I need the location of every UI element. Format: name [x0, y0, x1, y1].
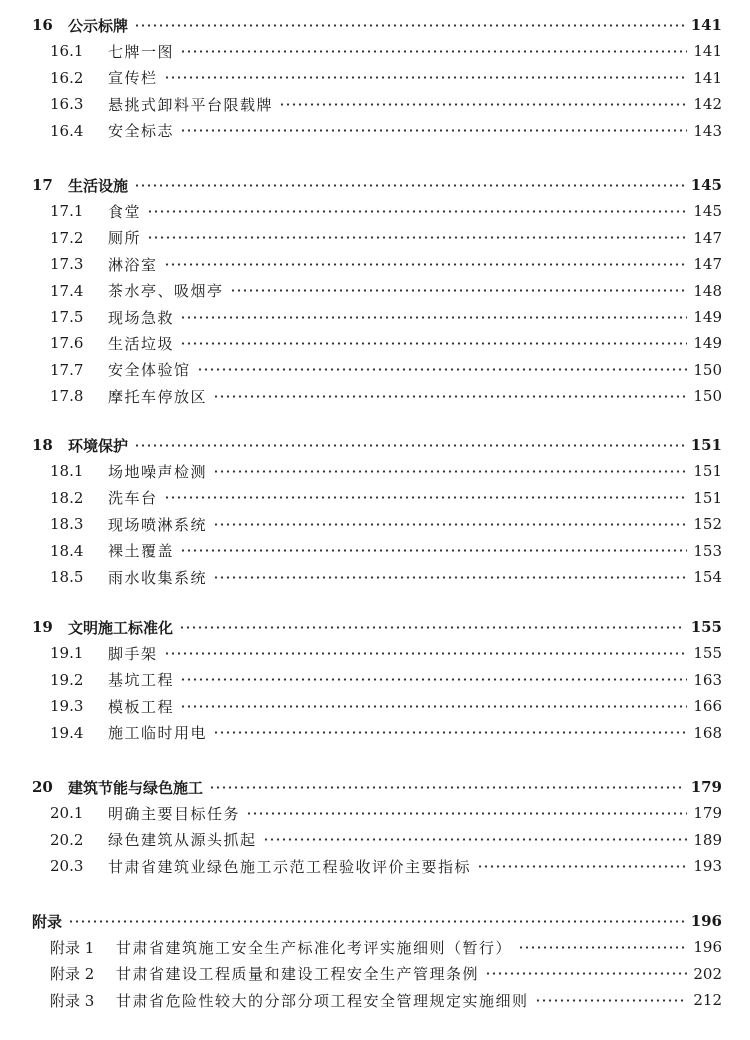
subsection-title: 茶水亭、吸烟亭 — [108, 282, 224, 301]
subsection-title: 甘肃省建筑施工安全生产标准化考评实施细则（暂行） — [116, 938, 513, 957]
subsection-page-number: 155 — [693, 644, 722, 663]
subsection-number: 16.1 — [50, 42, 84, 61]
chapter-title: 建筑节能与绿色施工 — [68, 778, 204, 797]
subsection-page-number: 151 — [693, 462, 722, 481]
subsection-title: 现场喷淋系统 — [108, 515, 208, 534]
subsection-number: 附录 3 — [50, 991, 95, 1010]
subsection-title: 绿色建筑从源头抓起 — [108, 831, 257, 850]
subsection-title: 裸土覆盖 — [108, 542, 175, 561]
toc-subsection-entry[interactable] — [50, 693, 722, 719]
dot-leader — [213, 731, 687, 734]
subsection-number: 附录 1 — [50, 938, 95, 957]
subsection-title: 明确主要目标任务 — [108, 804, 241, 823]
toc-subsection-entry[interactable] — [50, 853, 722, 879]
toc-subsection-entry[interactable] — [50, 38, 722, 64]
subsection-number: 19.3 — [50, 697, 84, 716]
subsection-number: 17.6 — [50, 334, 84, 353]
subsection-title: 摩托车停放区 — [108, 387, 208, 406]
toc-chapter-entry[interactable] — [32, 908, 722, 934]
subsection-number: 17.2 — [50, 228, 84, 247]
subsection-number: 20.3 — [50, 857, 84, 876]
toc-chapter-entry[interactable] — [32, 172, 722, 198]
subsection-page-number: 189 — [693, 830, 722, 849]
dot-leader — [164, 496, 688, 499]
subsection-number: 17.1 — [50, 202, 84, 221]
subsection-title: 甘肃省建设工程质量和建设工程安全生产管理条例 — [116, 965, 480, 984]
toc-subsection-entry[interactable] — [50, 91, 722, 117]
subsection-page-number: 179 — [693, 804, 722, 823]
chapter-number: 18 — [32, 436, 53, 454]
toc-subsection-entry[interactable] — [50, 383, 722, 409]
subsection-title: 生活垃圾 — [108, 334, 175, 353]
subsection-number: 16.4 — [50, 121, 84, 140]
chapter-page-number: 196 — [690, 912, 722, 930]
dot-leader — [263, 838, 688, 841]
dot-leader — [164, 76, 688, 79]
subsection-number: 20.1 — [50, 804, 84, 823]
subsection-number: 19.2 — [50, 670, 84, 689]
chapter-page-number: 145 — [690, 176, 722, 194]
toc-chapter-entry[interactable] — [32, 12, 722, 38]
dot-leader — [230, 289, 688, 292]
subsection-title: 厕所 — [108, 229, 142, 248]
subsection-number: 19.4 — [50, 723, 84, 742]
chapter-number: 19 — [32, 618, 53, 636]
subsection-number: 17.7 — [50, 360, 84, 379]
subsection-number: 18.1 — [50, 462, 84, 481]
subsection-number: 18.4 — [50, 541, 84, 560]
subsection-page-number: 154 — [693, 568, 722, 586]
dot-leader — [134, 24, 685, 27]
dot-leader — [535, 999, 688, 1002]
subsection-title: 现场急救 — [108, 308, 175, 327]
toc-subsection-entry[interactable] — [50, 118, 722, 144]
subsection-number: 17.5 — [50, 308, 84, 326]
subsection-number: 19.1 — [50, 644, 84, 663]
subsection-title: 场地噪声检测 — [108, 462, 208, 481]
subsection-title: 宣传栏 — [108, 69, 158, 88]
toc-subsection-entry[interactable] — [50, 65, 722, 91]
chapter-title: 附录 — [32, 912, 63, 931]
subsection-number: 17.3 — [50, 255, 84, 274]
subsection-page-number: 147 — [693, 228, 722, 247]
chapter-number: 17 — [32, 176, 53, 194]
subsection-number: 17.4 — [50, 281, 84, 300]
toc-subsection-entry[interactable] — [50, 485, 722, 511]
dot-leader — [180, 342, 687, 345]
dot-leader — [164, 263, 688, 266]
subsection-number: 18.3 — [50, 515, 84, 534]
subsection-title: 模板工程 — [108, 697, 175, 716]
toc-chapter-entry[interactable] — [32, 432, 722, 458]
chapter-page-number: 155 — [690, 618, 722, 636]
subsection-page-number: 153 — [693, 541, 722, 560]
toc-subsection-entry[interactable] — [50, 458, 722, 484]
subsection-number: 16.2 — [50, 68, 84, 87]
dot-leader — [246, 812, 687, 815]
subsection-page-number: 141 — [693, 68, 722, 87]
dot-leader — [179, 626, 685, 629]
subsection-title: 脚手架 — [108, 644, 158, 663]
toc-chapter-entry[interactable] — [32, 774, 722, 800]
dot-leader — [213, 470, 687, 473]
toc-subsection-entry[interactable] — [50, 827, 722, 853]
subsection-page-number: 196 — [693, 938, 722, 957]
subsection-page-number: 147 — [693, 255, 722, 274]
subsection-title: 悬挑式卸料平台限载牌 — [108, 95, 274, 114]
chapter-page-number: 179 — [690, 778, 722, 796]
subsection-title: 七牌一图 — [108, 42, 175, 61]
dot-leader — [164, 652, 688, 655]
subsection-page-number: 143 — [693, 121, 722, 140]
subsection-number: 18.5 — [50, 568, 84, 586]
chapter-number: 20 — [32, 778, 53, 796]
subsection-page-number: 149 — [693, 308, 722, 326]
chapter-page-number: 151 — [690, 436, 722, 454]
subsection-title: 基坑工程 — [108, 671, 175, 690]
dot-leader — [485, 972, 687, 975]
toc-subsection-entry[interactable] — [50, 357, 722, 383]
chapter-title: 环境保护 — [68, 436, 129, 455]
subsection-page-number: 168 — [693, 723, 722, 742]
subsection-title: 甘肃省建筑业绿色施工示范工程验收评价主要指标 — [108, 857, 472, 876]
subsection-page-number: 163 — [693, 670, 722, 689]
dot-leader — [518, 946, 687, 949]
toc-subsection-entry[interactable] — [50, 800, 722, 826]
subsection-page-number: 150 — [693, 387, 722, 406]
subsection-title: 淋浴室 — [108, 255, 158, 274]
subsection-page-number: 149 — [693, 334, 722, 353]
subsection-title: 洗车台 — [108, 489, 158, 508]
subsection-page-number: 212 — [693, 991, 722, 1010]
toc-subsection-entry[interactable] — [50, 640, 722, 666]
chapter-title: 公示标牌 — [68, 16, 129, 35]
subsection-page-number: 150 — [693, 360, 722, 379]
subsection-number: 18.2 — [50, 488, 84, 507]
dot-leader — [213, 523, 687, 526]
toc-subsection-entry[interactable] — [50, 667, 722, 693]
subsection-title: 雨水收集系统 — [108, 568, 208, 587]
toc-subsection-entry[interactable] — [50, 511, 722, 537]
subsection-number: 附录 2 — [50, 965, 95, 984]
subsection-page-number: 148 — [693, 281, 722, 300]
subsection-title: 食堂 — [108, 202, 142, 221]
toc-subsection-entry[interactable] — [50, 251, 722, 277]
toc-subsection-entry[interactable] — [50, 538, 722, 564]
chapter-page-number: 141 — [690, 16, 722, 34]
toc-subsection-entry[interactable] — [50, 278, 722, 304]
subsection-page-number: 142 — [693, 95, 722, 114]
toc-subsection-entry[interactable] — [50, 225, 722, 251]
chapter-number: 16 — [32, 16, 53, 34]
subsection-page-number: 151 — [693, 488, 722, 507]
dot-leader — [147, 210, 687, 213]
subsection-page-number: 145 — [693, 202, 722, 221]
toc-subsection-entry[interactable] — [50, 934, 722, 960]
dot-leader — [134, 444, 685, 447]
dot-leader — [477, 865, 687, 868]
subsection-page-number: 152 — [693, 515, 722, 534]
subsection-title: 甘肃省危险性较大的分部分项工程安全管理规定实施细则 — [116, 991, 529, 1010]
chapter-title: 生活设施 — [68, 176, 129, 195]
dot-leader — [180, 50, 687, 53]
subsection-number: 16.3 — [50, 95, 84, 114]
subsection-page-number: 193 — [693, 857, 722, 876]
subsection-number: 17.8 — [50, 387, 84, 406]
toc-chapter-entry[interactable] — [32, 614, 722, 640]
dot-leader — [279, 103, 687, 106]
toc-subsection-entry[interactable] — [50, 987, 722, 1013]
subsection-title: 施工临时用电 — [108, 724, 208, 743]
toc-subsection-entry[interactable] — [50, 720, 722, 746]
toc-subsection-entry[interactable] — [50, 198, 722, 224]
dot-leader — [213, 395, 687, 398]
dot-leader — [68, 920, 685, 923]
dot-leader — [197, 368, 688, 371]
dot-leader — [180, 705, 687, 708]
chapter-title: 文明施工标准化 — [68, 618, 174, 637]
subsection-page-number: 141 — [693, 42, 722, 61]
dot-leader — [134, 184, 685, 187]
toc-subsection-entry[interactable] — [50, 564, 722, 590]
subsection-page-number: 202 — [693, 964, 722, 983]
subsection-number: 20.2 — [50, 830, 84, 849]
dot-leader — [180, 549, 687, 552]
dot-leader — [213, 576, 687, 579]
toc-subsection-entry[interactable] — [50, 961, 722, 987]
dot-leader — [180, 316, 687, 319]
dot-leader — [209, 786, 685, 789]
toc-subsection-entry[interactable] — [50, 330, 722, 356]
toc-subsection-entry[interactable] — [50, 304, 722, 330]
dot-leader — [180, 129, 687, 132]
subsection-title: 安全标志 — [108, 122, 175, 141]
subsection-page-number: 166 — [693, 697, 722, 716]
dot-leader — [147, 236, 687, 239]
subsection-title: 安全体验馆 — [108, 361, 191, 380]
dot-leader — [180, 678, 687, 681]
